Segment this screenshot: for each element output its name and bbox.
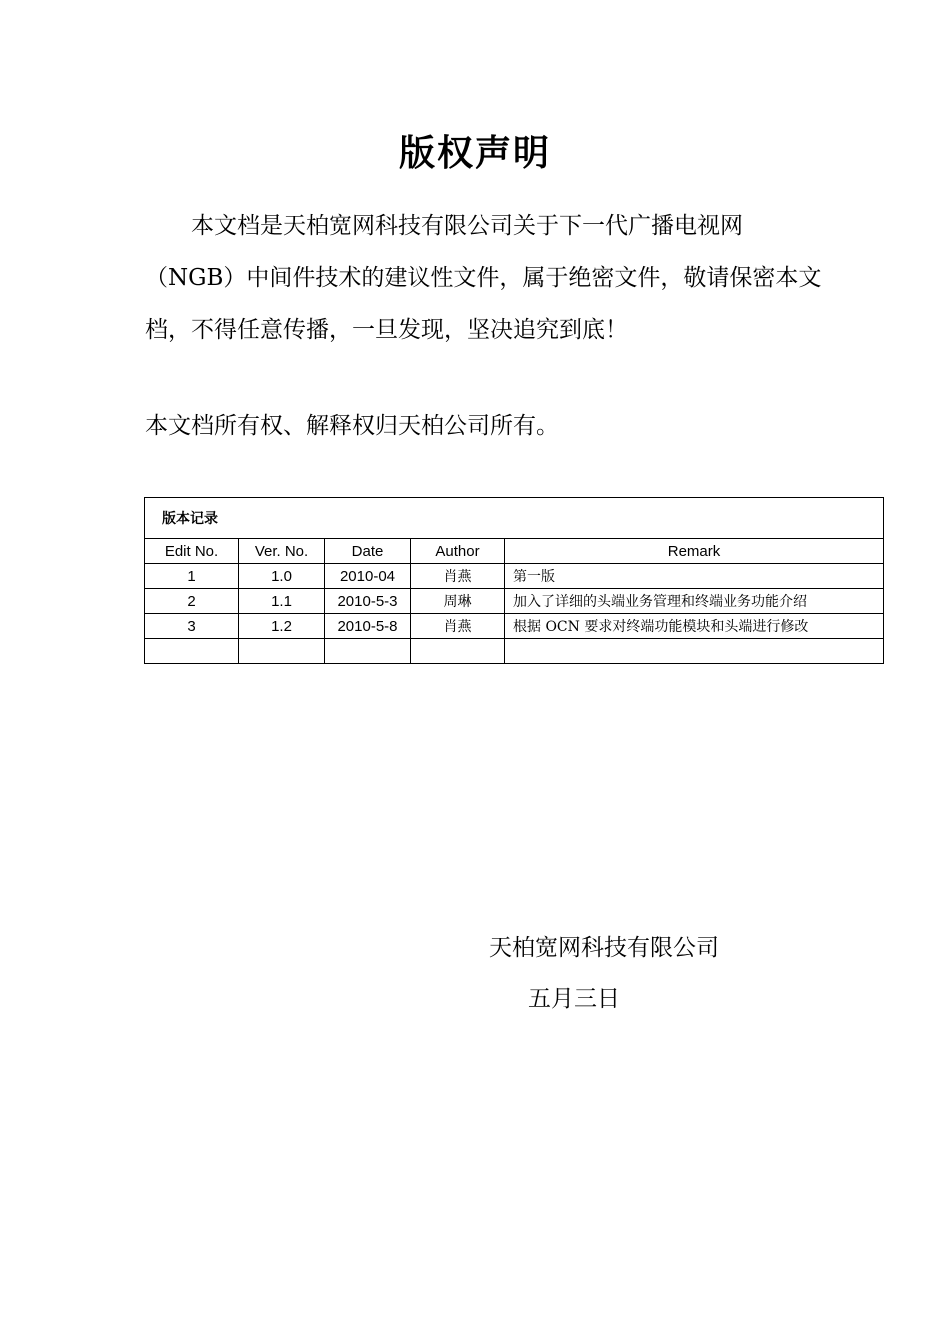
ver-no-cell: 1.0	[239, 564, 325, 589]
table-row	[145, 614, 884, 639]
ver-no-cell: 1.1	[239, 589, 325, 614]
author-cell: 周琳	[411, 589, 505, 614]
edit-no-cell: 1	[145, 564, 239, 589]
remark-cell: 加入了详细的头端业务管理和终端业务功能介绍	[505, 589, 884, 614]
signature-date: 五月三日	[528, 986, 620, 1012]
author-cell: 肖燕	[411, 614, 505, 639]
column-header-remark: Remark	[505, 539, 884, 564]
date-cell: 2010-5-8	[325, 614, 411, 639]
column-header-author: Author	[411, 539, 505, 564]
column-header-date: Date	[325, 539, 411, 564]
column-header-ver-no: Ver. No.	[239, 539, 325, 564]
table-header-row	[145, 539, 884, 564]
edit-no-cell: 3	[145, 614, 239, 639]
author-cell	[411, 639, 505, 664]
column-header-edit-no: Edit No.	[145, 539, 239, 564]
signature-company: 天柏宽网科技有限公司	[489, 935, 719, 961]
version-history-table	[144, 497, 884, 664]
edit-no-cell: 2	[145, 589, 239, 614]
ver-no-cell	[239, 639, 325, 664]
ver-no-cell: 1.2	[239, 614, 325, 639]
remark-cell: 第一版	[505, 564, 884, 589]
date-cell: 2010-5-3	[325, 589, 411, 614]
copyright-paragraph: 本文档是天柏宽网科技有限公司关于下一代广播电视网（NGB）中间件技术的建议性文件，属于绝密文件，敬请保密本文档，不得任意传播，一旦发现，坚决追究到底！	[145, 213, 822, 343]
table-row	[145, 564, 884, 589]
ownership-paragraph: 本文档所有权、解释权归天柏公司所有。	[145, 413, 559, 439]
remark-cell: 根据 OCN 要求对终端功能模块和头端进行修改	[505, 614, 884, 639]
remark-cell	[505, 639, 884, 664]
table-row-empty	[145, 639, 884, 664]
date-cell	[325, 639, 411, 664]
page-title: 版权声明	[398, 133, 551, 174]
table-row	[145, 589, 884, 614]
edit-no-cell	[145, 639, 239, 664]
author-cell: 肖燕	[411, 564, 505, 589]
date-cell: 2010-04	[325, 564, 411, 589]
table-caption-row	[145, 498, 884, 539]
table-caption: 版本记录	[145, 498, 884, 539]
